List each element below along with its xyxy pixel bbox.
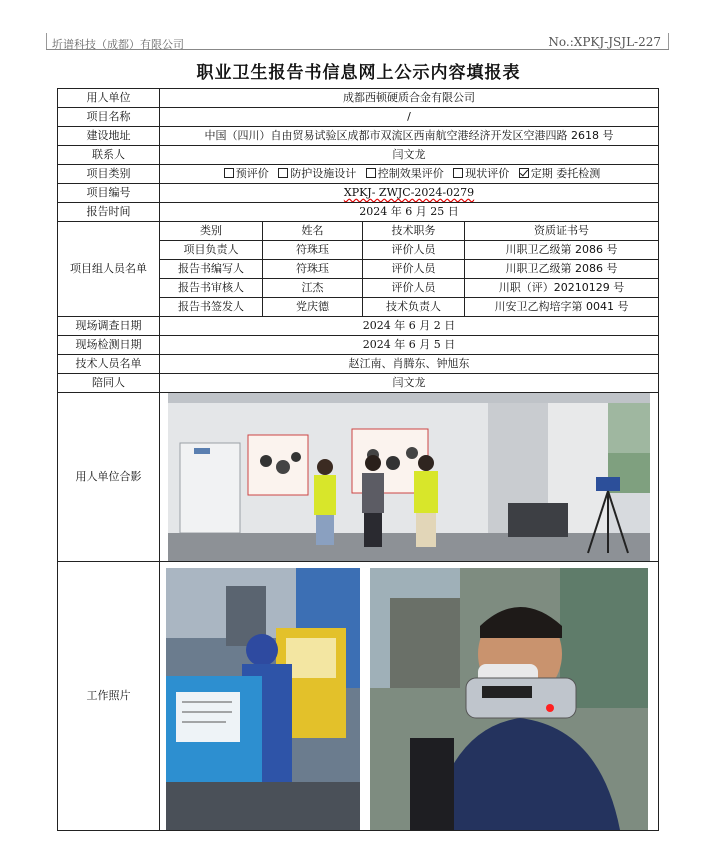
team-cert: 川职卫乙级第 2086 号 — [465, 241, 659, 260]
header-company: 圻谱科技（成都）有限公司 — [52, 38, 184, 51]
team-name: 党庆德 — [263, 298, 363, 317]
team-title: 评价人员 — [363, 279, 465, 298]
label-technicians: 技术人员名单 — [58, 355, 160, 374]
checkbox-pre-evaluation[interactable] — [224, 168, 234, 178]
value-project-no: XPKJ- ZWJC-2024-0279 — [343, 186, 475, 199]
team-role: 报告书编写人 — [160, 260, 263, 279]
value-technicians: 赵江南、肖腾东、钟旭东 — [160, 355, 659, 374]
checkbox-periodic-testing[interactable] — [519, 168, 529, 178]
team-name: 符珠珏 — [263, 260, 363, 279]
group-photo-cell — [160, 393, 659, 562]
team-header-cert: 资质证书号 — [465, 222, 659, 241]
label-project-type: 项目类别 — [58, 165, 160, 184]
checkbox-control-effect[interactable] — [366, 168, 376, 178]
label-project-name: 项目名称 — [58, 108, 160, 127]
header-doc-number: No.:XPKJ-JSJL-227 — [548, 35, 661, 49]
work-photo-left — [166, 568, 360, 830]
label-employer: 用人单位 — [58, 89, 160, 108]
row-test-date — [58, 336, 659, 355]
team-role: 项目负责人 — [160, 241, 263, 260]
team-name: 江杰 — [263, 279, 363, 298]
header-tick-left — [46, 33, 47, 49]
label-team: 项目组人员名单 — [58, 222, 160, 317]
team-role: 报告书签发人 — [160, 298, 263, 317]
option-pre-evaluation: 预评价 — [235, 167, 269, 180]
header-rule — [46, 49, 669, 50]
header-tick-right — [668, 33, 669, 49]
row-group-photo — [58, 393, 659, 562]
value-escort: 闫文龙 — [160, 374, 659, 393]
checkbox-status-evaluation[interactable] — [453, 168, 463, 178]
team-header-title: 技术职务 — [363, 222, 465, 241]
checkbox-protection-design[interactable] — [278, 168, 288, 178]
project-type-options — [160, 165, 659, 184]
team-header-name: 姓名 — [263, 222, 363, 241]
value-contact: 闫文龙 — [160, 146, 659, 165]
label-survey-date: 现场调查日期 — [58, 317, 160, 336]
label-work-photos: 工作照片 — [58, 562, 160, 831]
row-address — [58, 127, 659, 146]
label-contact: 联系人 — [58, 146, 160, 165]
value-employer: 成都西顿硬质合金有限公司 — [160, 89, 659, 108]
label-address: 建设地址 — [58, 127, 160, 146]
work-photo-right — [370, 568, 648, 830]
label-escort: 陪同人 — [58, 374, 160, 393]
option-periodic-testing: 定期 委托检测 — [530, 167, 601, 180]
row-survey-date — [58, 317, 659, 336]
value-report-date: 2024 年 6 月 25 日 — [160, 203, 659, 222]
value-test-date: 2024 年 6 月 5 日 — [160, 336, 659, 355]
team-header-role: 类别 — [160, 222, 263, 241]
value-project-no-cell — [160, 184, 659, 203]
option-protection-design: 防护设施设计 — [290, 167, 357, 180]
team-role: 报告书审核人 — [160, 279, 263, 298]
label-group-photo: 用人单位合影 — [58, 393, 160, 562]
team-title: 技术负责人 — [363, 298, 465, 317]
row-contact — [58, 146, 659, 165]
row-work-photos — [58, 562, 659, 831]
label-test-date: 现场检测日期 — [58, 336, 160, 355]
form-title: 职业卫生报告书信息网上公示内容填报表 — [196, 63, 521, 83]
row-project-no — [58, 184, 659, 203]
row-employer — [58, 89, 659, 108]
team-cert: 川安卫乙构培字第 0041 号 — [465, 298, 659, 317]
value-project-name: / — [160, 108, 659, 127]
row-technicians — [58, 355, 659, 374]
row-report-date — [58, 203, 659, 222]
team-name: 符珠珏 — [263, 241, 363, 260]
disclosure-form-table — [57, 88, 659, 831]
team-cert: 川职（评）20210129 号 — [465, 279, 659, 298]
team-header-row — [58, 222, 659, 241]
team-title: 评价人员 — [363, 260, 465, 279]
label-project-no: 项目编号 — [58, 184, 160, 203]
row-escort — [58, 374, 659, 393]
group-photo-image — [168, 393, 650, 561]
value-address: 中国（四川）自由贸易试验区成都市双流区西南航空港经济开发区空港四路 2618 号 — [160, 127, 659, 146]
row-project-name — [58, 108, 659, 127]
team-title: 评价人员 — [363, 241, 465, 260]
row-project-type — [58, 165, 659, 184]
value-survey-date: 2024 年 6 月 2 日 — [160, 317, 659, 336]
option-status-evaluation: 现状评价 — [465, 167, 510, 180]
team-cert: 川职卫乙级第 2086 号 — [465, 260, 659, 279]
option-control-effect: 控制效果评价 — [377, 167, 444, 180]
label-report-date: 报告时间 — [58, 203, 160, 222]
work-photos-cell — [160, 562, 659, 831]
